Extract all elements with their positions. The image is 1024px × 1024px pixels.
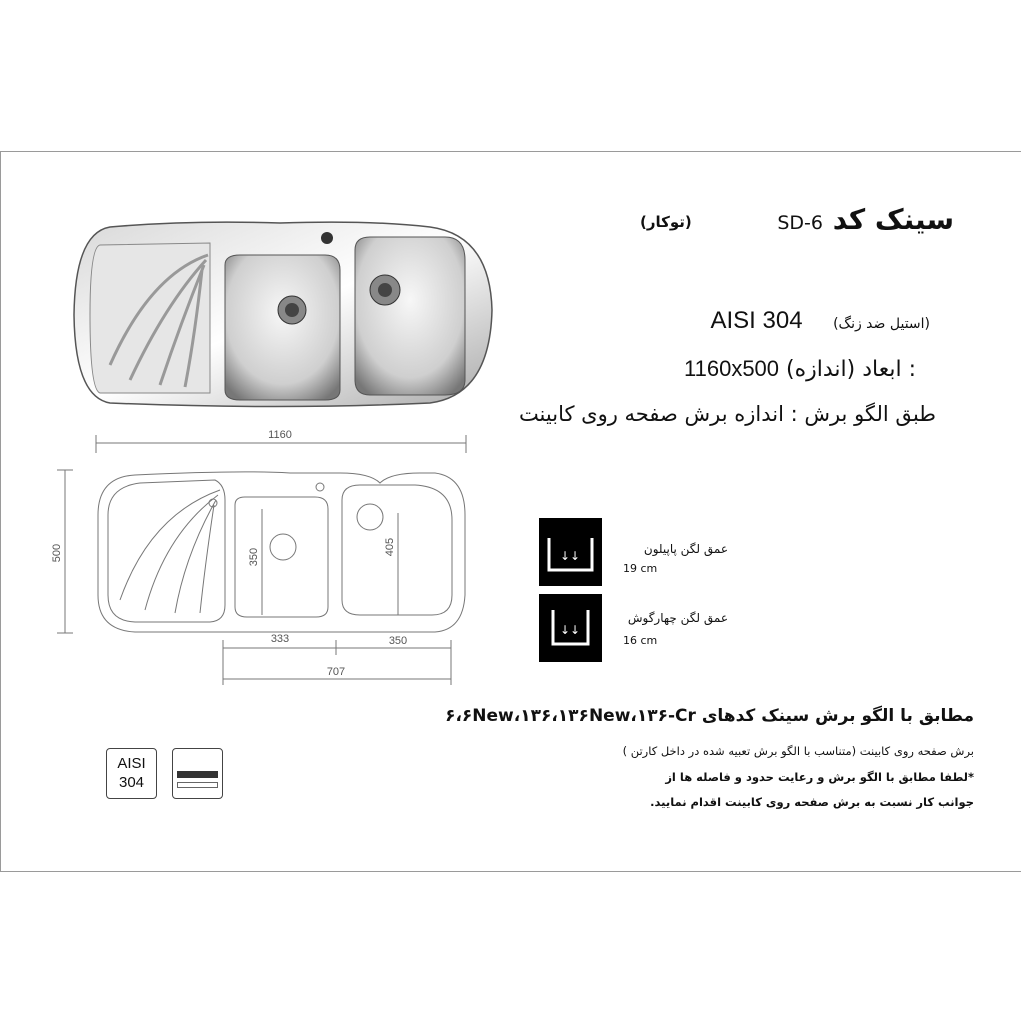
dim-width-total: 1160 (268, 429, 292, 441)
deep-bowl-icon (539, 518, 602, 586)
cut-template-text: طبق الگو برش : اندازه برش صفحه روی کابینت (518, 402, 936, 426)
svg-text:↓↓: ↓↓ (559, 549, 581, 563)
dim-left-bowl-depth: 350 (248, 547, 260, 567)
material-line (711, 306, 931, 335)
thick-bar (177, 771, 218, 778)
compatibility-note: مطابق با الگو برش سینک کدهای ۶،۶New،۱۳۶،۱۳۶New،۱۳۶-Cr (445, 706, 974, 726)
material-grade: AISI 304 (710, 307, 803, 334)
note-line-3: جوانب کار نسبت به برش صفحه روی کابینت اقدام نمایید. (650, 795, 974, 809)
note-line-2: *لطفا مطابق با الگو برش و رعایت حدود و فاصله ها از (665, 770, 974, 784)
aisi-badge (106, 748, 157, 799)
dim-right-bowl-width: 350 (388, 635, 408, 647)
product-title (777, 203, 954, 236)
title-prefix: سینک کد (832, 203, 954, 236)
legend-label-2: عمق لگن چهارگوش (627, 611, 728, 625)
dimensions-value: 1160x500 (684, 356, 780, 381)
material-note: (استیل ضد زنگ) (833, 316, 930, 332)
dimension-drawing (40, 425, 480, 690)
mount-type: (توکار) (640, 213, 692, 231)
legend-label-1: عمق لگن پاپیلون (643, 542, 728, 556)
dim-right-bowl-depth: 405 (384, 537, 396, 557)
svg-text:↓↓: ↓↓ (559, 623, 581, 637)
note-line-1: برش صفحه روی کابینت (متناسب با الگو برش تعبیه شده در داخل کارتن ) (622, 744, 974, 758)
dim-height-total: 500 (51, 543, 63, 563)
aisi-badge-top: AISI (117, 755, 146, 772)
dimensions-line (684, 356, 916, 382)
legend-value-2: 16 cm (623, 634, 658, 647)
thickness-badge-icon (172, 748, 223, 799)
dim-left-bowl-width: 333 (270, 633, 290, 645)
dim-bowls-total: 707 (326, 666, 346, 678)
aisi-badge-bottom: 304 (118, 774, 145, 791)
dimensions-label: : ابعاد (اندازه) (786, 357, 916, 382)
sink-photo (70, 215, 495, 415)
square-bowl-icon (539, 594, 602, 662)
product-code: 6-SD (777, 212, 823, 234)
thin-bar (177, 782, 218, 788)
legend-value-1: 19 cm (623, 562, 658, 575)
